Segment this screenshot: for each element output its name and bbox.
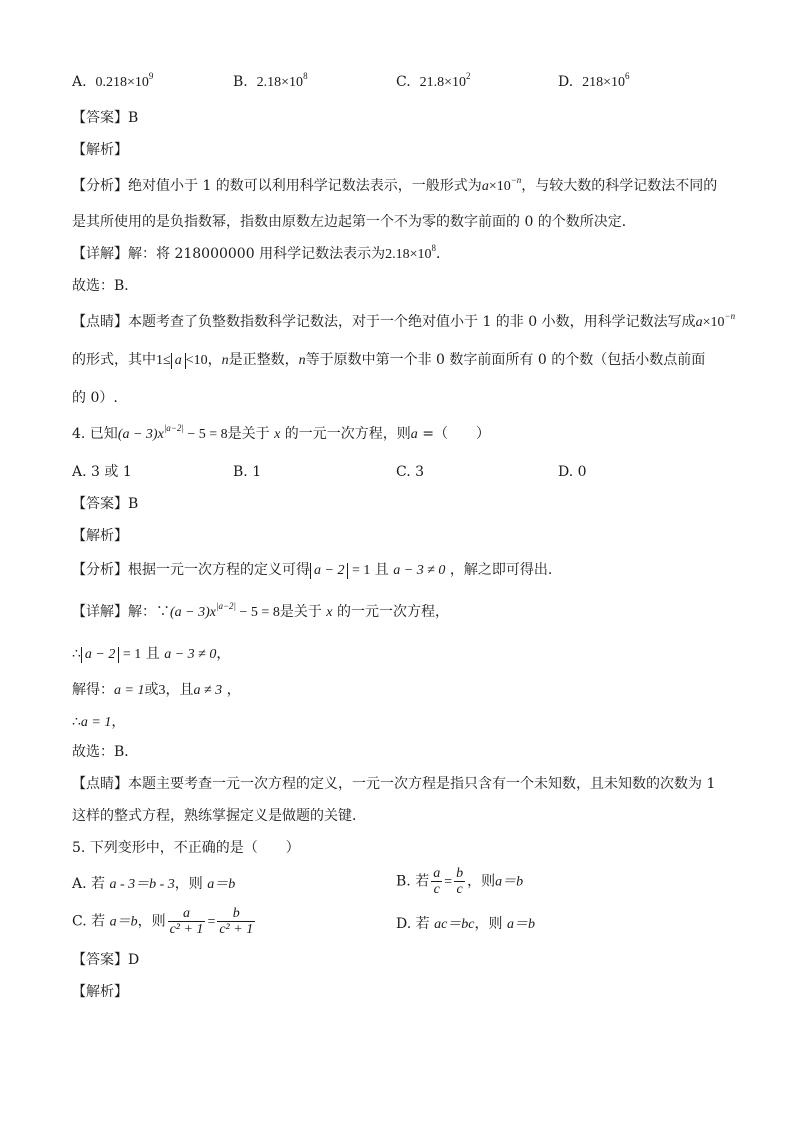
numerator: b xyxy=(456,866,464,881)
option-text: 1 xyxy=(252,464,262,480)
answer-value: D xyxy=(128,952,140,968)
denominator: c xyxy=(456,882,463,897)
option-exponent: 2 xyxy=(465,71,471,81)
option-text: 3 或 1 xyxy=(91,464,132,480)
text: 若 xyxy=(91,913,110,930)
text: ， xyxy=(111,714,126,730)
analysis-tag: 【解析】 xyxy=(72,984,128,1000)
math-text: (a − 3)x xyxy=(117,427,164,442)
q5-analysis-tag xyxy=(72,982,128,1002)
option-times: ×10 xyxy=(444,75,466,90)
text: 且 xyxy=(370,562,389,578)
answer-tag: 【答案】 xyxy=(72,952,128,968)
math-text: ×10 xyxy=(488,179,511,194)
text: 且 xyxy=(141,646,160,662)
fraction xyxy=(217,906,255,937)
text: ，则 xyxy=(174,876,208,892)
text: ，则 xyxy=(467,873,496,890)
math-text: − 5 = 8 xyxy=(183,427,228,442)
math-text: a＝b xyxy=(207,877,236,892)
option-mantissa: 2.18 xyxy=(256,75,282,90)
math-var: x xyxy=(326,605,333,620)
question-stem: 5. 下列变形中，不正确的是（ ） xyxy=(72,840,300,856)
q5-option-c xyxy=(72,906,257,937)
q4-stem xyxy=(72,424,490,445)
math-var: x xyxy=(274,427,281,442)
math-text: = 1 xyxy=(348,563,371,578)
math-exponent: |a−2| xyxy=(163,423,184,433)
option-mantissa: 21.8 xyxy=(419,75,445,90)
xiangjie-tag: 【详解】 xyxy=(72,604,128,620)
answer-tag: 【答案】 xyxy=(72,110,128,126)
text: 故选：B． xyxy=(72,744,139,760)
option-letter: D. xyxy=(558,74,574,90)
text: 解：将 218000000 用科学记数法表示为 xyxy=(128,246,386,262)
denominator: c xyxy=(433,882,440,897)
option-mantissa: 0.218 xyxy=(95,75,127,90)
text: ，与较大数的科学记数法不同的 xyxy=(521,178,718,194)
q3-fenxi-line-2 xyxy=(72,212,636,232)
math-text: = 1 xyxy=(119,647,142,662)
q5-answer xyxy=(72,950,139,970)
option-letter: A. xyxy=(72,876,87,892)
q3-option-c xyxy=(396,72,470,93)
option-letter: C. xyxy=(396,464,411,480)
option-exponent: 6 xyxy=(625,71,630,81)
q3-option-a xyxy=(72,72,153,93)
option-exponent: 8 xyxy=(303,71,308,81)
option-letter: C. xyxy=(72,913,87,930)
q4-dianjing-line-1 xyxy=(72,774,715,794)
math-text: a = 1 xyxy=(114,683,145,698)
analysis-tag: 【解析】 xyxy=(72,528,128,544)
text: 根据一元一次方程的定义可得 xyxy=(128,562,310,578)
math-text: a - 3＝b - 3 xyxy=(109,877,175,892)
math-text: 1≤ xyxy=(156,353,171,368)
math-text: <10 xyxy=(185,353,208,368)
q3-answer xyxy=(72,108,138,128)
q3-dianjing-line-2 xyxy=(72,350,705,371)
option-letter: B. xyxy=(233,74,248,90)
q4-step-2 xyxy=(72,680,241,701)
text: 等于原数中第一个非 0 数字前面所有 0 的个数（包括小数点前面 xyxy=(305,352,706,368)
numerator: b xyxy=(217,906,255,922)
option-times: ×10 xyxy=(126,75,149,90)
math-text: = xyxy=(207,914,216,930)
q3-guxuan xyxy=(72,276,138,296)
denominator: c² + 1 xyxy=(219,922,254,937)
q4-option-a xyxy=(72,462,132,482)
option-letter: A. xyxy=(72,74,87,90)
math-text: (a − 3)x xyxy=(170,605,216,620)
text: ， xyxy=(226,682,241,698)
math-text: a − 3 ≠ 0 xyxy=(164,647,217,662)
q4-step-1 xyxy=(72,644,230,665)
q5-stem xyxy=(72,838,300,858)
analysis-tag: 【解析】 xyxy=(72,142,128,158)
option-exponent: 9 xyxy=(148,71,154,81)
math-var: a xyxy=(695,315,703,330)
option-times: ×10 xyxy=(603,75,625,90)
q3-dianjing-line-1 xyxy=(72,312,735,333)
q4-fenxi xyxy=(72,560,552,581)
fenxi-tag: 【分析】 xyxy=(72,562,128,578)
q3-option-d xyxy=(558,72,630,93)
text: ， xyxy=(207,352,222,368)
q3-dianjing-line-3 xyxy=(72,388,118,408)
text: 绝对值小于 1 的数可以利用科学记数法表示，一般形式为 xyxy=(128,178,482,194)
text: ，则 xyxy=(474,916,507,932)
math-text: ac＝bc xyxy=(434,917,475,932)
text: 若 xyxy=(415,916,435,932)
math-exponent: |a−2| xyxy=(216,601,237,611)
text: =（ ） xyxy=(417,426,490,442)
text: ，则 xyxy=(137,913,166,930)
answer-value: B xyxy=(128,496,139,512)
q5-option-d xyxy=(396,914,535,935)
text: ， xyxy=(216,646,231,662)
text: 解得： xyxy=(72,682,114,698)
math-text: 2.18×10 xyxy=(385,247,432,262)
q4-xiangjie xyxy=(72,602,449,623)
q3-analysis-tag xyxy=(72,140,128,160)
answer-tag: 【答案】 xyxy=(72,496,128,512)
q4-dianjing-line-2 xyxy=(72,806,366,826)
option-letter: D. xyxy=(396,916,412,932)
math-text: a＝b xyxy=(506,917,535,932)
q4-option-c xyxy=(396,462,424,482)
text: 是关于 xyxy=(227,426,270,442)
fraction xyxy=(168,906,206,937)
math-exponent: 8 xyxy=(431,243,436,253)
text: 若 xyxy=(91,876,110,892)
q3-fenxi-line-1 xyxy=(72,176,717,197)
numerator: a xyxy=(168,906,206,922)
q4-step-3 xyxy=(72,712,125,733)
text: ，且 xyxy=(165,682,194,698)
q5-option-b xyxy=(396,866,523,897)
text: ，解之即可得出. xyxy=(449,562,553,578)
text: 的形式，其中 xyxy=(72,352,156,368)
denominator: c² + 1 xyxy=(169,922,204,937)
answer-value: B xyxy=(128,110,139,126)
text: 的一元一次方程， xyxy=(336,604,449,620)
text: 是关于 xyxy=(279,604,322,620)
math-abs: a − 2 xyxy=(81,647,119,663)
numerator: a xyxy=(433,866,441,881)
option-text: 0 xyxy=(577,464,587,480)
dianjing-tag: 【点睛】 xyxy=(72,776,128,792)
math-text: a − 3 ≠ 0 xyxy=(393,563,446,578)
option-letter: C. xyxy=(396,74,411,90)
q5-option-a xyxy=(72,874,235,895)
question-number: 4. 已知 xyxy=(72,426,118,442)
math-text: a = 1 xyxy=(80,715,112,730)
text: 或 xyxy=(144,682,159,698)
math-text: 3 xyxy=(158,683,166,698)
q4-answer xyxy=(72,494,138,514)
fraction xyxy=(431,866,442,897)
text: 是正整数， xyxy=(228,352,299,368)
fenxi-tag: 【分析】 xyxy=(72,178,128,194)
therefore-symbol: ∴ xyxy=(72,646,81,662)
math-text: ×10 xyxy=(702,315,725,330)
math-exponent: −n xyxy=(510,175,522,185)
math-exponent: −n xyxy=(724,311,736,321)
math-text: a ≠ 3 xyxy=(193,683,223,698)
math-text: a＝b xyxy=(495,874,524,890)
q4-option-d xyxy=(558,462,587,482)
math-var: a xyxy=(481,179,489,194)
math-abs: a − 2 xyxy=(310,563,348,579)
q3-xiangjie xyxy=(72,244,450,265)
q4-option-b xyxy=(233,462,261,482)
math-abs: a xyxy=(171,353,186,369)
math-var: a xyxy=(410,427,418,442)
dianjing-tag: 【点睛】 xyxy=(72,314,128,330)
math-var: n xyxy=(298,353,306,368)
math-text: = xyxy=(444,874,453,890)
text: 这样的整式方程，熟练掌握定义是做题的关键． xyxy=(72,808,366,824)
option-letter: D. xyxy=(558,464,574,480)
text: ． xyxy=(435,246,450,262)
therefore-symbol: ∴ xyxy=(72,714,81,730)
option-letter: A. xyxy=(72,464,87,480)
option-mantissa: 218 xyxy=(582,75,604,90)
xiangjie-tag: 【详解】 xyxy=(72,246,128,262)
q4-analysis-tag xyxy=(72,526,128,546)
math-var: n xyxy=(221,353,229,368)
q3-option-b xyxy=(233,72,308,93)
text: 的一元一次方程，则 xyxy=(284,426,411,442)
option-letter: B. xyxy=(396,873,411,890)
text: 解：∵ xyxy=(128,604,170,620)
text: 本题考查了负整数指数科学记数法，对于一个绝对值小于 1 的非 0 小数，用科学记数法写成 xyxy=(128,314,696,330)
text: 是其所使用的是负指数幂，指数由原数左边起第一个不为零的数字前面的 0 的个数所决定． xyxy=(72,214,636,230)
text: 的 0）. xyxy=(72,390,118,406)
text: 若 xyxy=(415,873,430,890)
text: 故选：B． xyxy=(72,278,139,294)
fraction xyxy=(454,866,465,897)
text: 本题主要考查一元一次方程的定义，一元一次方程是指只含有一个未知数，且未知数的次数为 1 xyxy=(128,776,716,792)
option-text: 3 xyxy=(415,464,425,480)
option-times: ×10 xyxy=(281,75,304,90)
math-text: − 5 = 8 xyxy=(236,605,280,620)
q4-guxuan xyxy=(72,742,138,762)
option-letter: B. xyxy=(233,464,248,480)
math-text: a＝b xyxy=(109,914,138,930)
